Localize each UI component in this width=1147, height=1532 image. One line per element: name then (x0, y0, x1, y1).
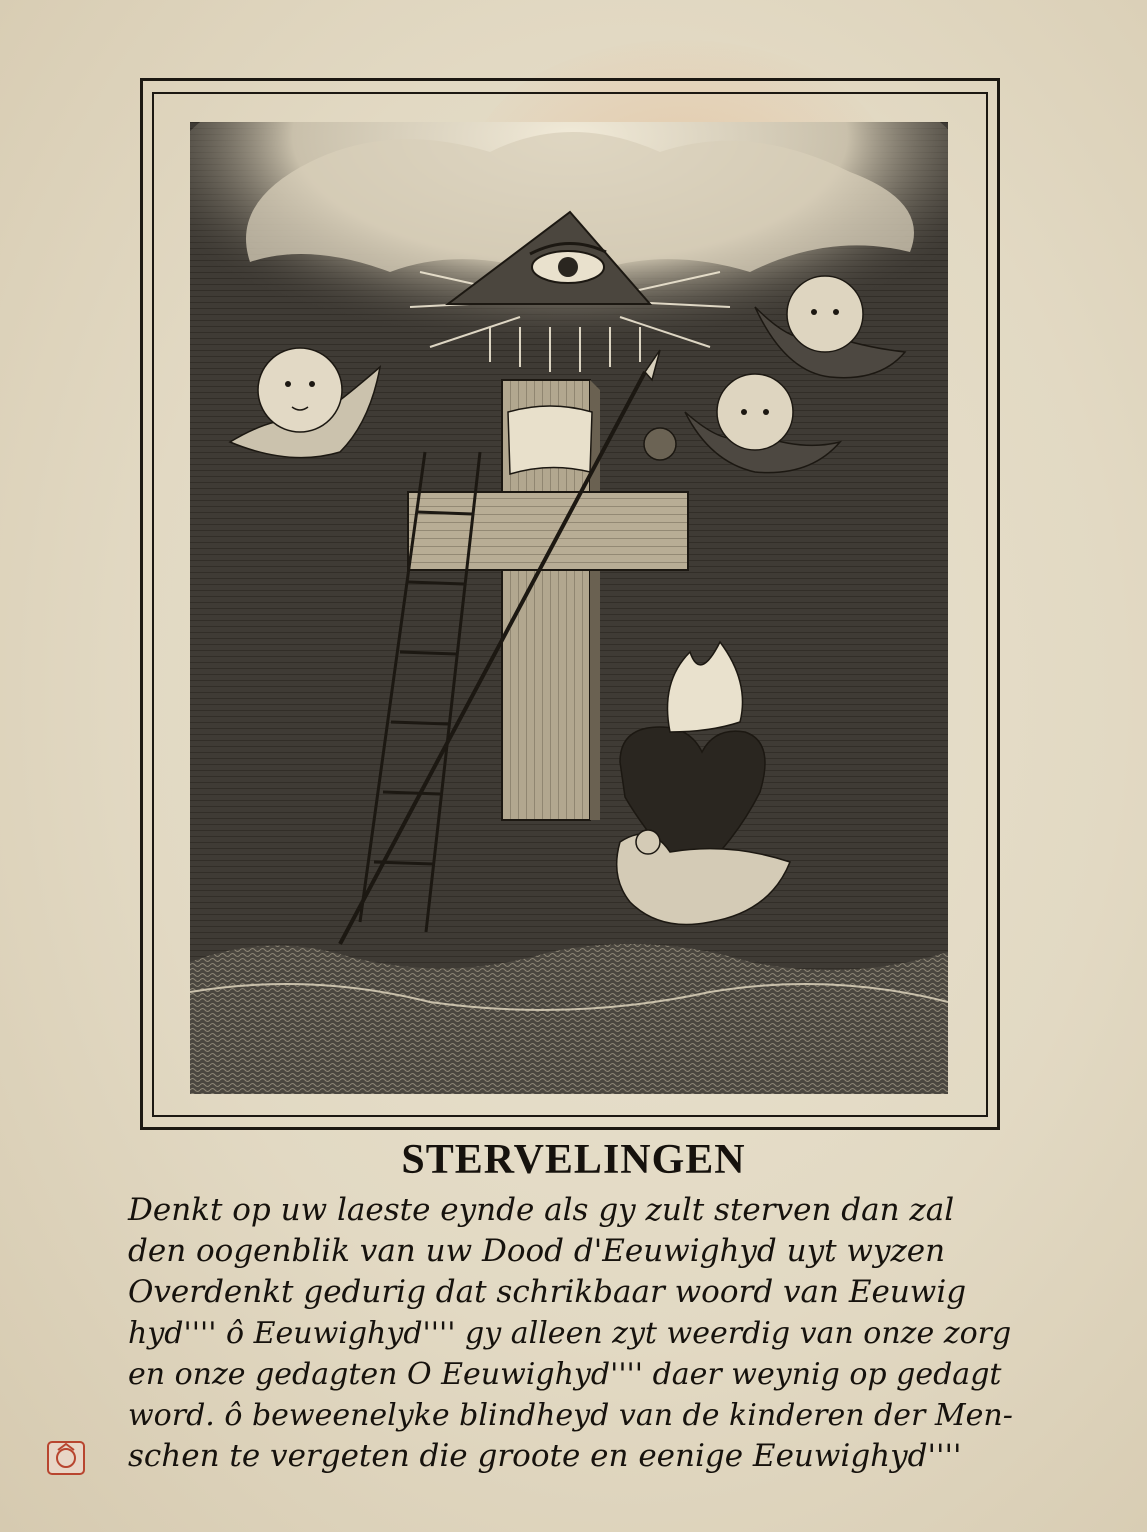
caption-title: STERVELINGEN (401, 1137, 746, 1183)
verse-text (128, 1190, 1028, 1477)
verse-line: word. ô beweenelyke blindheyd van de kinderen der Men- (128, 1398, 1013, 1433)
engraving-cross-icon (190, 122, 948, 1094)
verse-line: hyd'''' ô Eeuwighyd'''' gy alleen zyt weerdig van onze zorg (128, 1316, 1012, 1351)
verse-line: Denkt op uw laeste eynde als gy zult sterven dan zal (128, 1192, 955, 1228)
verse-line: den oogenblik van uw Dood d'Eeuwighyd uyt wyzen (128, 1233, 946, 1269)
verse-line: Overdenkt gedurig dat schrikbaar woord van Eeuwig (128, 1274, 967, 1310)
verse-line: schen te vergeten die groote en eenige Eeuwighyd'''' (128, 1438, 962, 1474)
seal-icon (46, 1440, 86, 1476)
verse-line: en onze gedagten O Eeuwighyd'''' daer weynig op gedagt (128, 1357, 1002, 1392)
